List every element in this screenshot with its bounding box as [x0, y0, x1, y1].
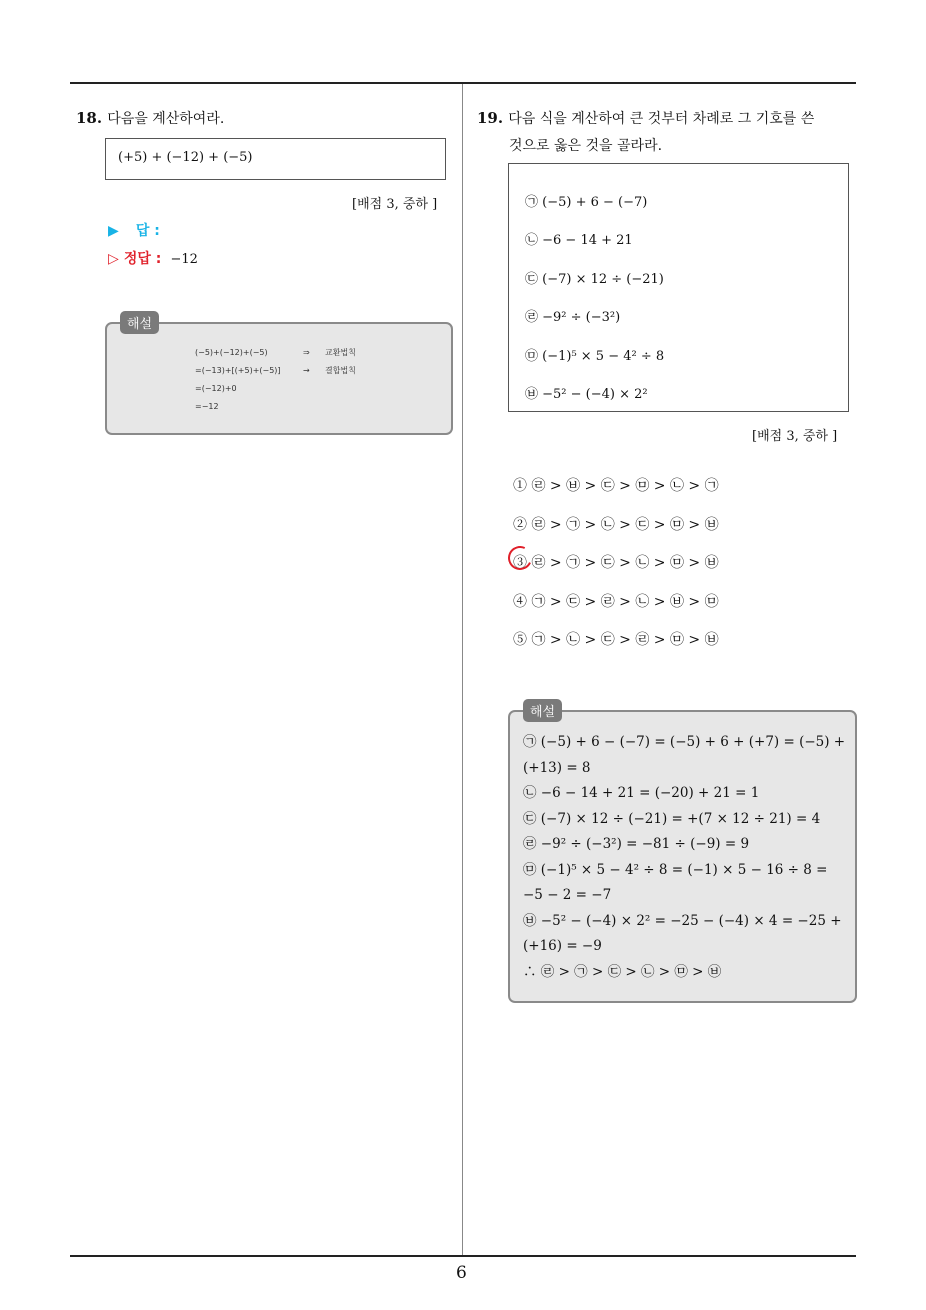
q18-solution-line: (−5)+(−12)+(−5) ⇒ 교환법칙	[195, 348, 356, 357]
q19-item: ㉡ −6 − 14 + 21	[525, 233, 633, 248]
q19-option-1[interactable]: ① ㉣ > ㉥ > ㉢ > ㉤ > ㉡ > ㉠	[513, 478, 719, 494]
q18-expression: (+5) + (−12) + (−5)	[118, 150, 253, 165]
q19-number: 19.	[477, 109, 504, 127]
q19-solution-line: ㉥ −5² − (−4) × 2² = −25 − (−4) × 4 = −25 +	[523, 912, 842, 929]
outline-arrow-icon: ▷	[108, 251, 119, 267]
q19-option-3[interactable]: ③ ㉣ > ㉠ > ㉢ > ㉡ > ㉤ > ㉥	[513, 555, 719, 571]
bottom-rule	[70, 1255, 856, 1257]
q18-answer-row[interactable]	[108, 220, 160, 240]
q18-correct-row	[108, 248, 198, 268]
q19-item: ㉢ (−7) × 12 ÷ (−21)	[525, 272, 664, 287]
q19-items-box	[508, 163, 849, 412]
q18-correct-label: 정답 :	[123, 251, 162, 267]
q18-expression-box	[105, 138, 446, 180]
q19-option-4[interactable]: ④ ㉠ > ㉢ > ㉣ > ㉡ > ㉥ > ㉤	[513, 594, 719, 610]
q19-solution-line: ㉡ −6 − 14 + 21 = (−20) + 21 = 1	[523, 785, 760, 801]
q19-solution-line: ㉠ (−5) + 6 − (−7) = (−5) + 6 + (+7) = (−5) +	[523, 734, 846, 750]
q19-question-line1: 다음 식을 계산하여 큰 것부터 차례로 그 기호를 쓴	[508, 111, 815, 127]
q19-solution-line: (+13) = 8	[523, 759, 591, 776]
q19-option-2[interactable]: ② ㉣ > ㉠ > ㉡ > ㉢ > ㉤ > ㉥	[513, 517, 719, 533]
top-rule	[70, 82, 856, 84]
q19-item: ㉤ (−1)⁵ × 5 − 4² ÷ 8	[525, 349, 665, 364]
column-divider	[462, 84, 463, 1256]
q18-correct-value: −12	[170, 252, 198, 267]
q18-number: 18.	[76, 109, 103, 127]
q19-solution-line: −5 − 2 = −7	[523, 887, 612, 903]
q18-header	[76, 108, 224, 128]
q19-item: ㉣ −9² ÷ (−3²)	[525, 310, 621, 325]
q19-solution-line: ㉢ (−7) × 12 ÷ (−21) = +(7 × 12 ÷ 21) = 4	[523, 810, 821, 827]
q18-solution-tab: 해설	[120, 311, 159, 334]
q19-solution-line: (+16) = −9	[523, 938, 602, 954]
q19-score: [배점 3, 중하 ]	[752, 429, 838, 444]
q19-solution-line: ㉣ −9² ÷ (−3²) = −81 ÷ (−9) = 9	[523, 836, 750, 852]
q18-solution-line: =(−13)+[(+5)+(−5)] → 결합법칙	[195, 366, 356, 375]
q18-solution-line: =(−12)+0	[195, 384, 237, 393]
q19-option-5[interactable]: ⑤ ㉠ > ㉡ > ㉢ > ㉣ > ㉤ > ㉥	[513, 632, 719, 648]
q19-question-line2: 것으로 옳은 것을 골라라.	[509, 138, 663, 154]
q19-item: ㉥ −5² − (−4) × 2²	[525, 387, 648, 402]
q19-solution-line: ㉤ (−1)⁵ × 5 − 4² ÷ 8 = (−1) × 5 − 16 ÷ 8 =	[523, 861, 828, 878]
page-number: 6	[456, 1263, 467, 1283]
q19-solution-line: ∴ ㉣ > ㉠ > ㉢ > ㉡ > ㉤ > ㉥	[523, 963, 722, 980]
q19-item: ㉠ (−5) + 6 − (−7)	[525, 195, 648, 210]
play-arrow-icon: ▶	[108, 223, 119, 239]
q19-header	[477, 108, 814, 128]
q18-answer-label: 답 :	[135, 223, 160, 239]
q18-solution-box	[105, 322, 453, 435]
q18-solution-content	[195, 344, 356, 416]
q19-solution-box	[508, 710, 857, 1003]
q19-solution-content	[523, 730, 845, 985]
q18-question: 다음을 계산하여라.	[107, 111, 225, 127]
q18-score: [배점 3, 중하 ]	[352, 197, 438, 212]
q18-solution-line: =−12	[195, 402, 219, 411]
q19-solution-tab: 해설	[523, 699, 562, 722]
